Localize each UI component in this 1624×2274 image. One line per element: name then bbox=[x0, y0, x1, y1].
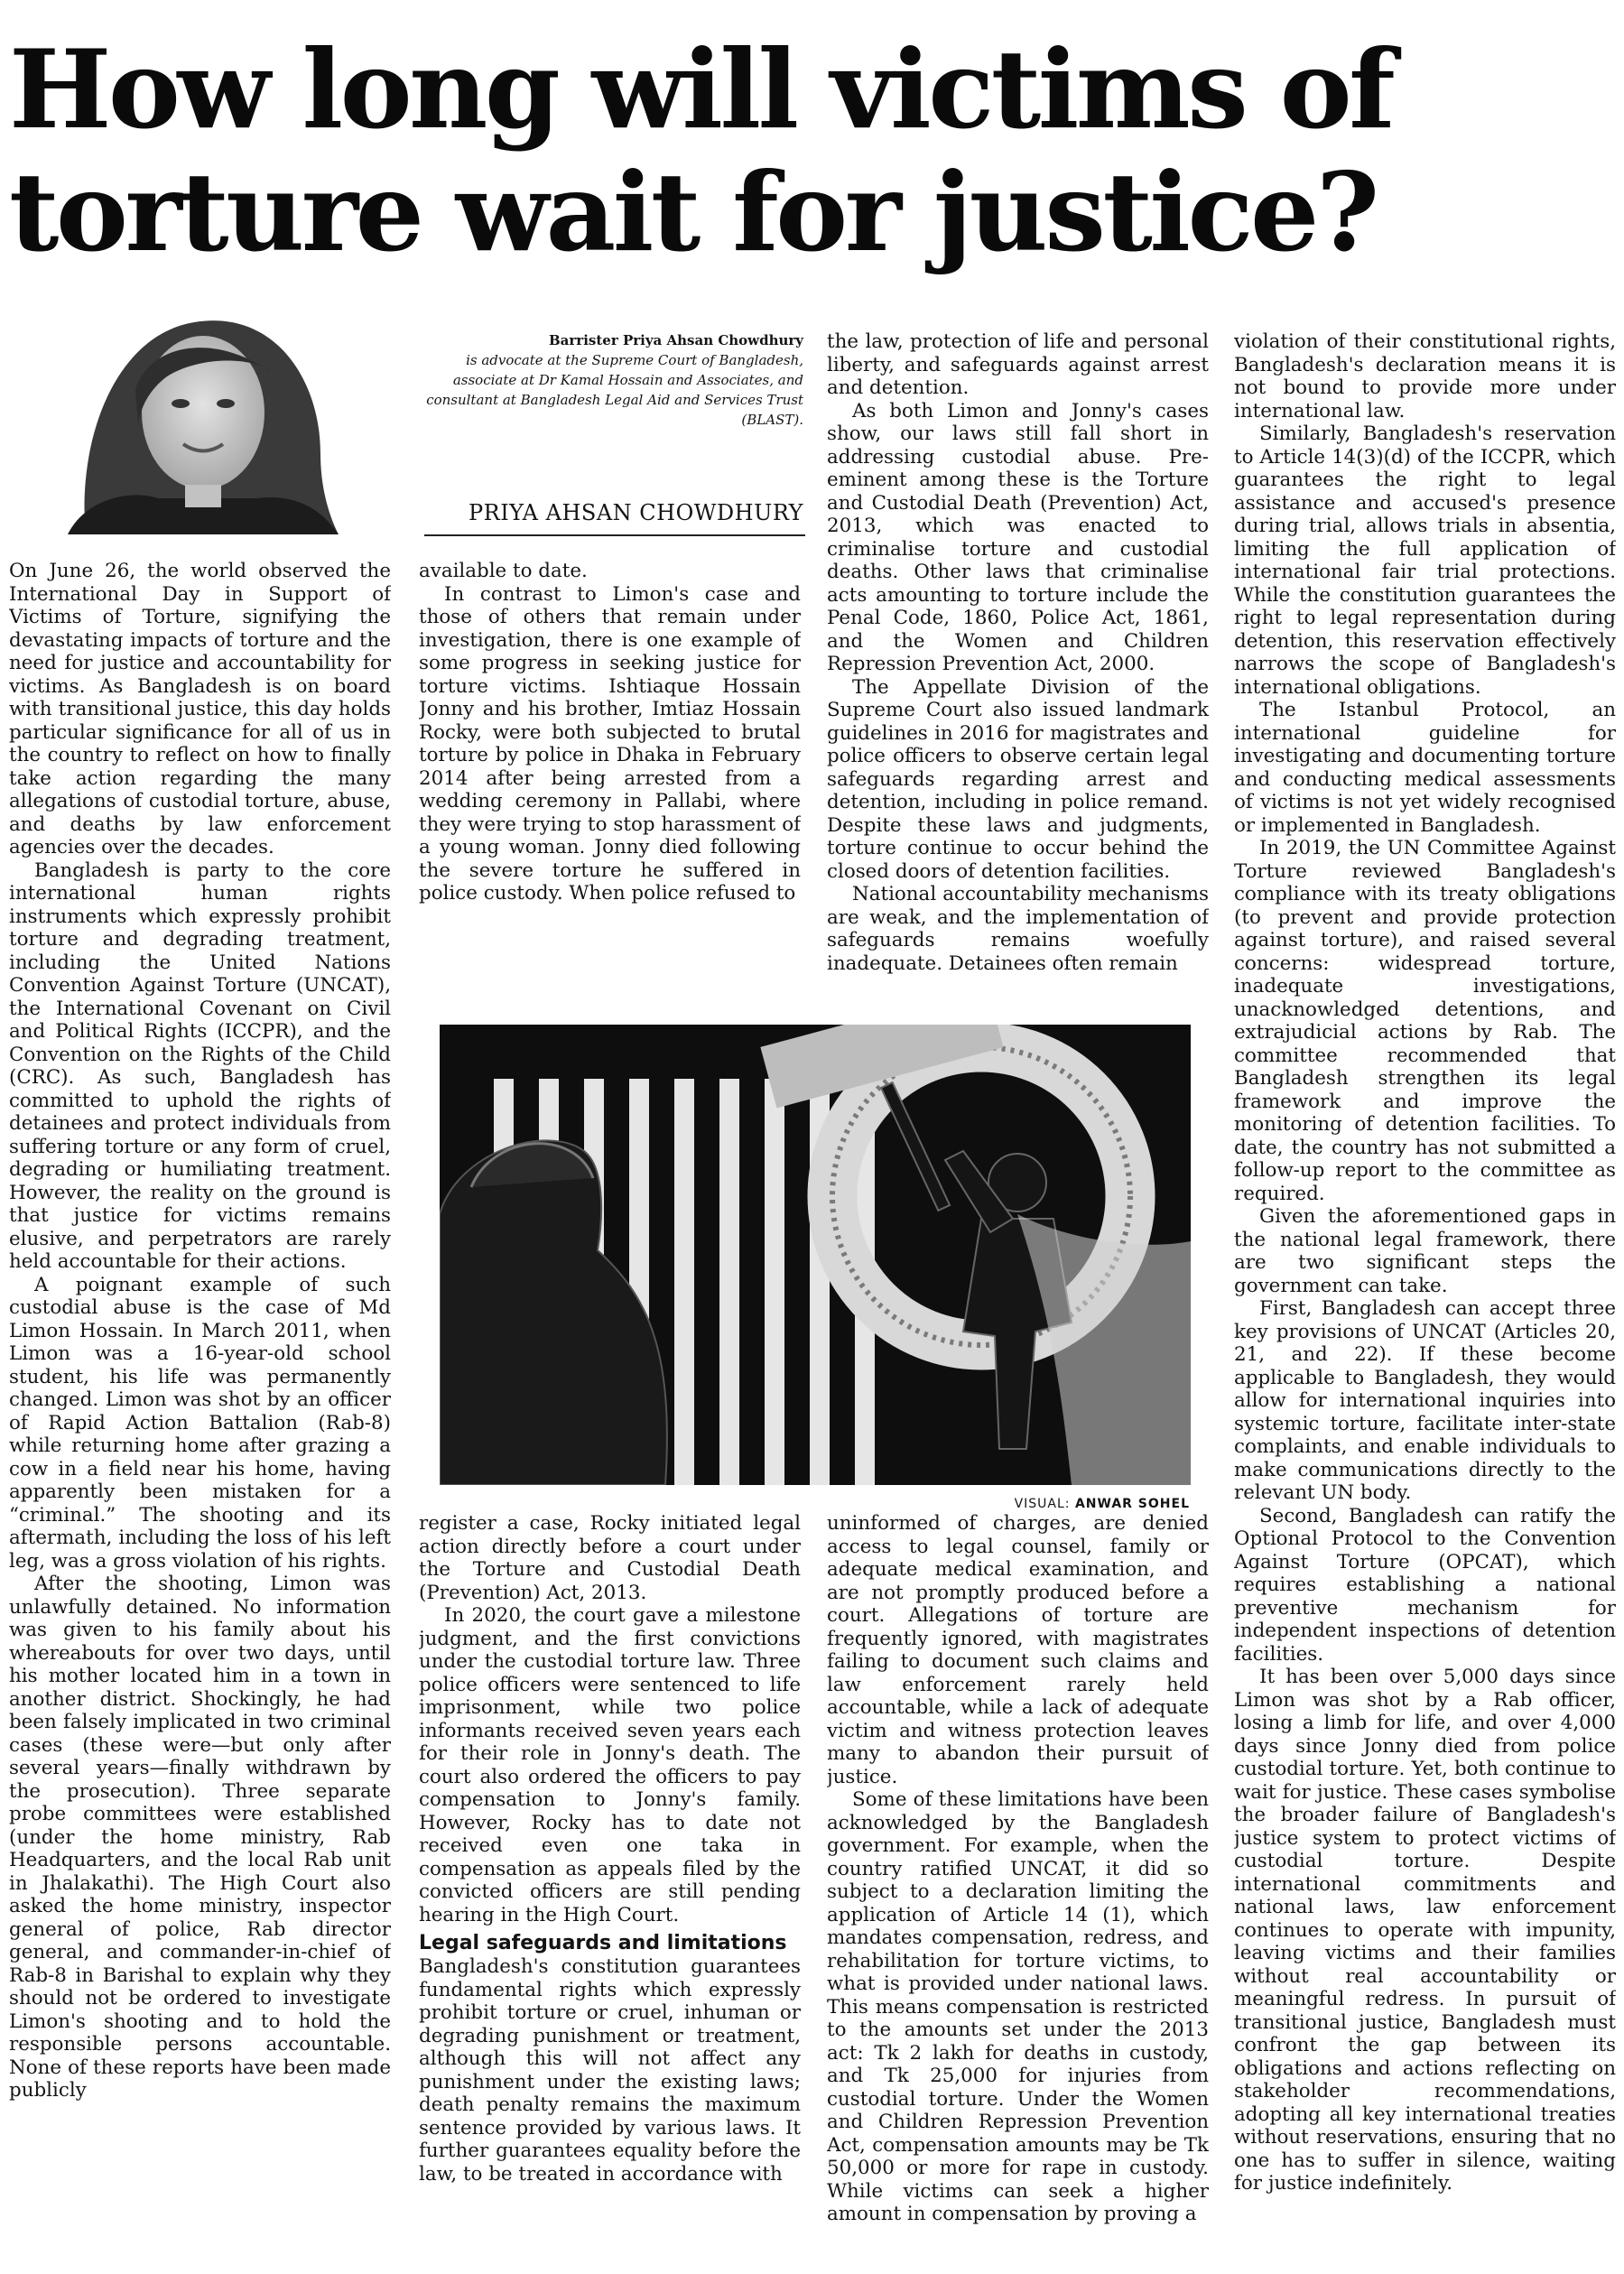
paragraph: Some of these limitations have been acknowledged by the Bangladesh government. For example, when the country ratified UNCAT, it did so subject to a declaration limiting the application of Article 14 (1), which mandates compensation, redress, and rehabilitation for torture victims, to what is provided under national laws. This means compensation is restricted to the amounts set under the 2013 act: Tk 2 lakh for deaths in custody, and Tk 25,000 for injuries from custodial torture. Under the Women and Children Repression Prevention Act, compensation amounts may be Tk 50,000 or more for rape in custody. While victims can seek a higher amount in compensation by proving a bbox=[827, 1788, 1209, 2225]
paragraph: the law, protection of life and personal liberty, and safeguards against arrest and detention. bbox=[827, 330, 1209, 399]
paragraph: First, Bangladesh can accept three key provisions of UNCAT (Articles 20, 21, and 22). If these become applicable to Bangladesh, they would allow for international inquiries into systemic torture, facilitate inter-state complaints, and enable individuals to make communications directly to the relevant UN body. bbox=[1234, 1297, 1616, 1504]
paragraph: In 2020, the court gave a milestone judgment, and the first convictions under the custodial torture law. Three police officers were sentenced to life imprisonment, while two police informants received seven years each for their role in Jonny's death. The court also ordered the officers to pay compensation to Jonny's family. However, Rocky has to date not received even one taka in compensation as appeals filed by the convicted officers are still pending hearing in the High Court. bbox=[419, 1604, 801, 1926]
paragraph: Bangladesh is party to the core international human rights instruments which expressly prohibit torture and degrading treatment, including the United Nations Convention Against Torture (UNCAT), the International Covenant on Civil and Political Rights (ICCPR), and the Convention on the Rights of the Child (CRC). As such, Bangladesh has committed to uphold the rights of detainees and protect individuals from suffering torture or any form of cruel, degrading or humiliating treatment. However, the reality on the ground is that justice for victims remains elusive, and perpetrators are rarely held accountable for their actions. bbox=[9, 859, 391, 1273]
author-note bbox=[424, 330, 803, 430]
credit-name: ANWAR SOHEL bbox=[1074, 1497, 1190, 1511]
author-name: PRIYA AHSAN CHOWDHURY bbox=[468, 500, 803, 525]
paragraph: It has been over 5,000 days since Limon was shot by a Rab officer, losing a limb for life, and over 4,000 days since Jonny died from police custodial torture. Yet, both continue to wait for justice. These cases symbolise the broader failure of Bangladesh's justice system to protect victims of custodial torture. Despite international commitments and national laws, law enforcement continues to operate with impunity, leaving victims and their families without real accountability or meaningful redress. In pursuit of transitional justice, Bangladesh must confront the gap between its obligations and actions reflecting on stakeholder recommendations, adopting all key international treaties without reservations, ensuring that no one has to suffer in silence, waiting for justice indefinitely. bbox=[1234, 1666, 1616, 2195]
column-2-bottom bbox=[419, 1512, 801, 2266]
column-4 bbox=[1234, 330, 1616, 2266]
illustration-credit bbox=[812, 1497, 1190, 1511]
paragraph: Given the aforementioned gaps in the national legal framework, there are two significant steps the government can take. bbox=[1234, 1205, 1616, 1297]
paragraph: After the shooting, Limon was unlawfully detained. No information was given to his family about his whereabouts for over two days, until his mother located him in a town in another district. Shockingly, he had been falsely implicated in two criminal cases (these were—but only after several years—finally withdrawn by the prosecution). Three separate probe committees were established (under the home ministry, Rab Headquarters, and the local Rab unit in Jhalakathi). The High Court also asked the home ministry, inspector general of police, Rab director general, and commander-in-chief of Rab-8 in Barishal to explain why they should not be ordered to investigate Limon's shooting and to hold the responsible persons accountable. None of these reports have been made publicly bbox=[9, 1573, 391, 2102]
paragraph: register a case, Rocky initiated legal action directly before a court under the Torture and Custodial Death (Prevention) Act, 2013. bbox=[419, 1512, 801, 1604]
torture-illustration bbox=[440, 1025, 1191, 1485]
paragraph: A poignant example of such custodial abuse is the case of Md Limon Hossain. In March 2011, when Limon was a 16-year-old school student, his life was permanently changed. Limon was shot by an officer of Rapid Action Battalion (Rab-8) while returning home after grazing a cow in a field near his home, having apparently been mistaken for a “criminal.” The shooting and its aftermath, including the loss of his left leg, was a gross violation of his rights. bbox=[9, 1273, 391, 1573]
paragraph: In contrast to Limon's case and those of others that remain under investigation, there is one example of some progress in seeking justice for torture victims. Ishtiaque Hossain Jonny and his brother, Imtiaz Hossain Rocky, were both subjected to brutal torture by police in Dhaka in February 2014 after being arrested from a wedding ceremony in Pallabi, where they were trying to stop harassment of a young woman. Jonny died following the severe torture he suffered in police custody. When police refused to bbox=[419, 582, 801, 905]
column-3-bottom bbox=[827, 1512, 1209, 2266]
paragraph: In 2019, the UN Committee Against Torture reviewed Bangladesh's compliance with its treaty obligations (to prevent and provide protection against torture), and raised several concerns: widespread torture, inadequate investigations, unacknowledged detentions, and extrajudicial actions by Rab. The committee recommended that Bangladesh strengthen its legal framework and improve the monitoring of detention facilities. To date, the country has not submitted a follow-up report to the committee as required. bbox=[1234, 837, 1616, 1205]
paragraph: The Appellate Division of the Supreme Court also issued landmark guidelines in 2016 for magistrates and police officers to observe certain legal safeguards regarding arrest and detention, including in police remand. Despite these laws and judgments, torture continue to occur behind the closed doors of detention facilities. bbox=[827, 675, 1209, 883]
column-1 bbox=[9, 560, 391, 2266]
credit-label: VISUAL: bbox=[1014, 1497, 1071, 1511]
author-photo bbox=[50, 309, 422, 534]
paragraph: uninformed of charges, are denied access to legal counsel, family or adequate medical examination, and are not promptly produced before a court. Allegations of torture are frequently ignored, with magistrates failing to document such claims and law enforcement rarely held accountable, while a lack of adequate victim and witness protection leaves many to abandon their pursuit of justice. bbox=[827, 1512, 1209, 1788]
author-note-name: Barrister Priya Ahsan Chowdhury bbox=[549, 332, 803, 348]
paragraph: violation of their constitutional rights, Bangladesh's declaration means it is not bound to provide more under international law. bbox=[1234, 330, 1616, 422]
column-3-top bbox=[827, 330, 1209, 1012]
paragraph: Second, Bangladesh can ratify the Optional Protocol to the Convention Against Torture (OPCAT), which requires establishing a national preventive mechanism for independent inspections of detention facilities. bbox=[1234, 1504, 1616, 1666]
byline-divider bbox=[424, 534, 805, 536]
paragraph: Similarly, Bangladesh's reservation to Article 14(3)(d) of the ICCPR, which guarantees the right to legal assistance and accused's presence during trial, allows trials in absentia, limiting the full application of international fair trial protections. While the constitution guarantees the right to legal representation during detention, this reservation effectively narrows the scope of Bangladesh's international obligations. bbox=[1234, 422, 1616, 699]
subheading: Legal safeguards and limitations bbox=[419, 1932, 787, 1954]
author-note-desc: is advocate at the Supreme Court of Bangladesh, associate at Dr Kamal Hossain and Associates, and consultant at Bangladesh Legal Aid and Services Trust (BLAST). bbox=[426, 352, 803, 428]
column-2-top bbox=[419, 560, 801, 1011]
paragraph: National accountability mechanisms are weak, and the implementation of safeguards remains woefully inadequate. Detainees often remain bbox=[827, 883, 1209, 975]
paragraph: The Istanbul Protocol, an international guideline for investigating and documenting torture and conducting medical assessments of victims is not yet widely recognised or implemented in Bangladesh. bbox=[1234, 699, 1616, 837]
paragraph: As both Limon and Jonny's cases show, our laws still fall short in addressing custodial abuse. Pre-eminent among these is the Torture and Custodial Death (Prevention) Act, 2013, which was enacted to criminalise torture and custodial deaths. Other laws that criminalise acts amounting to torture include the Penal Code, 1860, Police Act, 1861, and the Women and Children Repression Prevention Act, 2000. bbox=[827, 399, 1209, 675]
paragraph: Bangladesh's constitution guarantees fundamental rights which expressly prohibit torture or cruel, inhuman or degrading punishment or treatment, although this will not affect any punishment under the existing laws; death penalty remains the maximum sentence provided by various laws. It further guarantees equality before the law, to be treated in accordance with bbox=[419, 1955, 801, 2186]
headline: How long will victims of torture wait for justice? bbox=[9, 26, 1393, 276]
paragraph: available to date. bbox=[419, 560, 588, 582]
paragraph: On June 26, the world observed the International Day in Support of Victims of Torture, signifying the devastating impacts of torture and the need for justice and accountability for victims. As Bangladesh is on board with transitional justice, this day holds particular significance for all of us in the country to reflect on how to finally take action regarding the many allegations of custodial torture, abuse, and deaths by law enforcement agencies over the decades. bbox=[9, 560, 391, 859]
